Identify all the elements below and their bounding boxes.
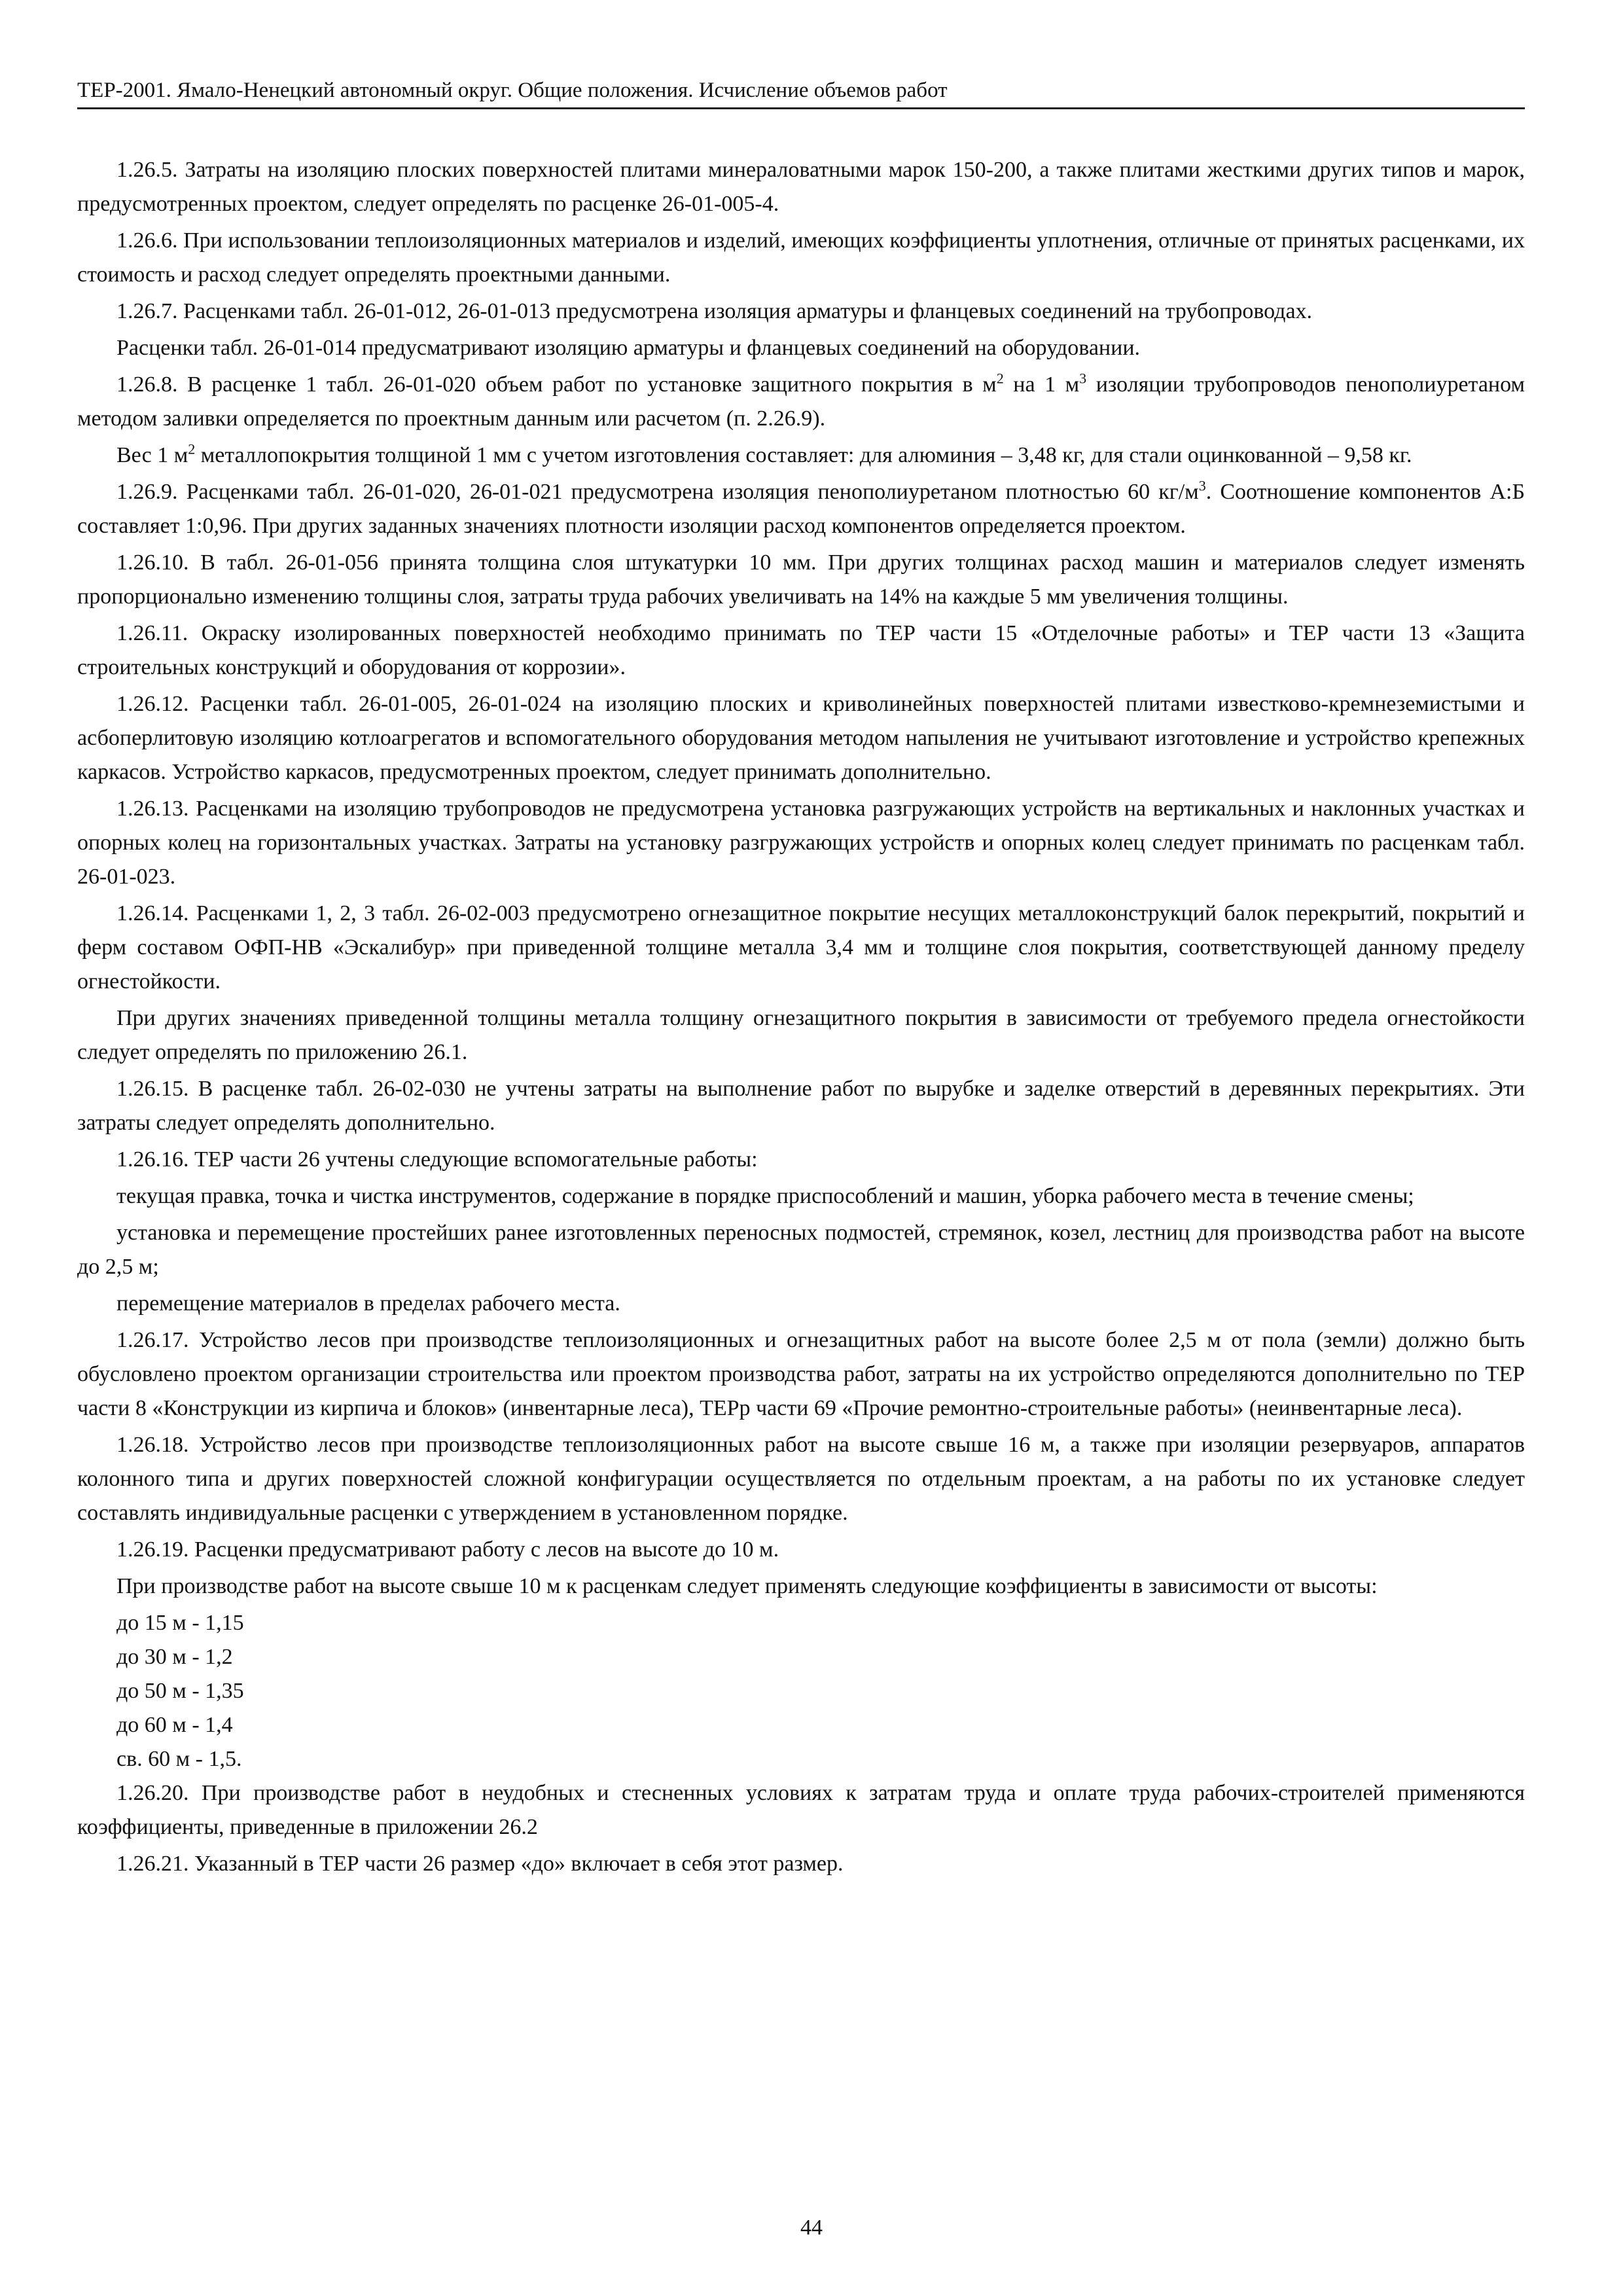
text-run: 1.26.8. В расценке 1 табл. 26-01-020 объем работ по установке защитного покрытия в м: [116, 372, 997, 397]
paragraph-1-26-16: 1.26.16. ТЕР части 26 учтены следующие вспомогательные работы:: [116, 1147, 758, 1172]
page-number: 44: [800, 2215, 823, 2240]
paragraph-1-26-6: 1.26.6. При использовании теплоизоляционных материалов и изделий, имеющих коэффициенты уплотнения, отличные от принятых расценками, их стоимость и расход следует определять проектными данными.: [77, 228, 1525, 287]
text-run: 1.26.9. Расценками табл. 26-01-020, 26-01-021 предусмотрена изоляция пенополиуретаном плотностью 60 кг/м: [116, 480, 1199, 504]
superscript: 2: [188, 440, 196, 457]
coefficient-line: св. 60 м - 1,5.: [116, 1747, 242, 1771]
paragraph-aux-work-1: текущая правка, точка и чистка инструментов, содержание в порядке приспособлений и машин, уборка рабочего места в течение смены;: [116, 1184, 1414, 1208]
paragraph-1-26-5: 1.26.5. Затраты на изоляцию плоских поверхностей плитами минераловатными марок 150-200, а также плитами жесткими других типов и марок, предусмотренных проектом, следует определять по расценке 26-01-005-4.: [77, 158, 1525, 216]
text-run: . Соотношение компонентов А:Б составляет 1:0,96. При других заданных значениях плотности изоляции расход компонентов определяется проектом.: [77, 480, 1525, 538]
paragraph-table-26-01-014: Расценки табл. 26-01-014 предусматривают изоляцию арматуры и фланцевых соединений на оборудовании.: [116, 336, 1141, 360]
paragraph-1-26-7: 1.26.7. Расценками табл. 26-01-012, 26-01-013 предусмотрена изоляция арматуры и фланцевых соединений на трубопроводах.: [116, 299, 1313, 323]
superscript: 3: [1079, 370, 1087, 387]
paragraph-1-26-14: 1.26.14. Расценками 1, 2, 3 табл. 26-02-003 предусмотрено огнезащитное покрытие несущих металлоконструкций балок перекрытий, покрытий и ферм составом ОФП-НВ «Эскалибур» при приведенной толщине металла 3,4 мм и толщине слоя покрытия, соответствующей данному пределу огнестойкости.: [77, 901, 1525, 994]
paragraph-height-coefficients: При производстве работ на высоте свыше 10 м к расценкам следует применять следующие коэффициенты в зависимости от высоты:: [116, 1574, 1378, 1598]
text-run: на 1 м: [1003, 372, 1080, 397]
paragraph-1-26-13: 1.26.13. Расценками на изоляцию трубопроводов не предусмотрена установка разгружающих устройств на вертикальных и наклонных участках и опорных колец на горизонтальных участках. Затраты на установку разгружающих устройств и опорных колец следует принимать по расценкам табл. 26-01-023.: [77, 797, 1525, 889]
header-title: ТЕР-2001. Ямало-Ненецкий автономный округ. Общие положения. Исчисление объемов работ: [77, 79, 948, 102]
paragraph-fire-protection: При других значениях приведенной толщины металла толщину огнезащитного покрытия в зависимости от требуемого предела огнестойкости следует определять по приложению 26.1.: [77, 1006, 1525, 1064]
paragraph-1-26-9: [77, 475, 1525, 543]
paragraph-1-26-8: [77, 368, 1525, 436]
coefficient-line: до 50 м - 1,35: [116, 1679, 244, 1703]
text-run: металлопокрытия толщиной 1 мм с учетом изготовления составляет: для алюминия – 3,48 кг, для стали оцинкованной – 9,58 кг.: [195, 443, 1412, 467]
superscript: 3: [1198, 477, 1206, 494]
paragraph-metal-weight: [77, 439, 1525, 473]
paragraph-aux-work-2: установка и перемещение простейших ранее изготовленных переносных подмостей, стремянок, козел, лестниц для производства работ на высоте до 2,5 м;: [77, 1221, 1525, 1279]
page-header: [77, 73, 1525, 109]
text-run: Вес 1 м: [116, 443, 188, 467]
coefficient-line: до 15 м - 1,15: [116, 1611, 244, 1635]
paragraph-aux-work-3: перемещение материалов в пределах рабочего места.: [116, 1291, 620, 1316]
paragraph-1-26-18: 1.26.18. Устройство лесов при производстве теплоизоляционных работ на высоте свыше 16 м, а также при изоляции резервуаров, аппаратов колонного типа и других поверхностей сложной конфигурации осуществляется по отдельным проектам, а на работы по их установке следует составлять индивидуальные расценки с утверждением в установленном порядке.: [77, 1433, 1525, 1525]
paragraph-1-26-17: 1.26.17. Устройство лесов при производстве теплоизоляционных и огнезащитных работ на высоте более 2,5 м от пола (земли) должно быть обусловлено проектом организации строительства или проектом производства работ, затраты на их устройство определяются дополнительно по ТЕР части 8 «Конструкции из кирпича и блоков» (инвентарные леса), ТЕРр части 69 «Прочие ремонтно-строительные работы» (неинвентарные леса).: [77, 1328, 1525, 1420]
superscript: 2: [996, 370, 1004, 387]
paragraph-1-26-10: 1.26.10. В табл. 26-01-056 принята толщина слоя штукатурки 10 мм. При других толщинах расход машин и материалов следует изменять пропорционально изменению толщины слоя, затраты труда рабочих увеличивать на 14% на каждые 5 мм увеличения толщины.: [77, 550, 1525, 609]
coefficient-line: до 30 м - 1,2: [116, 1645, 233, 1669]
paragraph-1-26-21: 1.26.21. Указанный в ТЕР части 26 размер «до» включает в себя этот размер.: [116, 1852, 844, 1876]
paragraph-1-26-20: 1.26.20. При производстве работ в неудобных и стесненных условиях к затратам труда и оплате труда рабочих-строителей применяются коэффициенты, приведенные в приложении 26.2: [77, 1781, 1525, 1839]
text-run: изоляции трубопроводов пенополиуретаном методом заливки определяется по проектным данным или расчетом (п. 2.26.9).: [77, 372, 1525, 431]
coefficient-line: до 60 м - 1,4: [116, 1713, 233, 1737]
document-body: [77, 153, 1525, 1884]
paragraph-1-26-15: 1.26.15. В расценке табл. 26-02-030 не учтены затраты на выполнение работ по вырубке и заделке отверстий в деревянных перекрытиях. Эти затраты следует определять дополнительно.: [77, 1077, 1525, 1135]
paragraph-1-26-19: 1.26.19. Расценки предусматривают работу с лесов на высоте до 10 м.: [116, 1537, 779, 1562]
paragraph-1-26-11: 1.26.11. Окраску изолированных поверхностей необходимо принимать по ТЕР части 15 «Отделочные работы» и ТЕР части 13 «Защита строительных конструкций и оборудования от коррозии».: [77, 621, 1525, 679]
paragraph-1-26-12: 1.26.12. Расценки табл. 26-01-005, 26-01-024 на изоляцию плоских и криволинейных поверхностей плитами известково-кремнеземистыми и асбоперлитовую изоляцию котлоагрегатов и вспомогательного оборудования методом напыления не учитывают изготовление и устройство крепежных каркасов. Устройство каркасов, предусмотренных проектом, следует принимать дополнительно.: [77, 692, 1525, 784]
